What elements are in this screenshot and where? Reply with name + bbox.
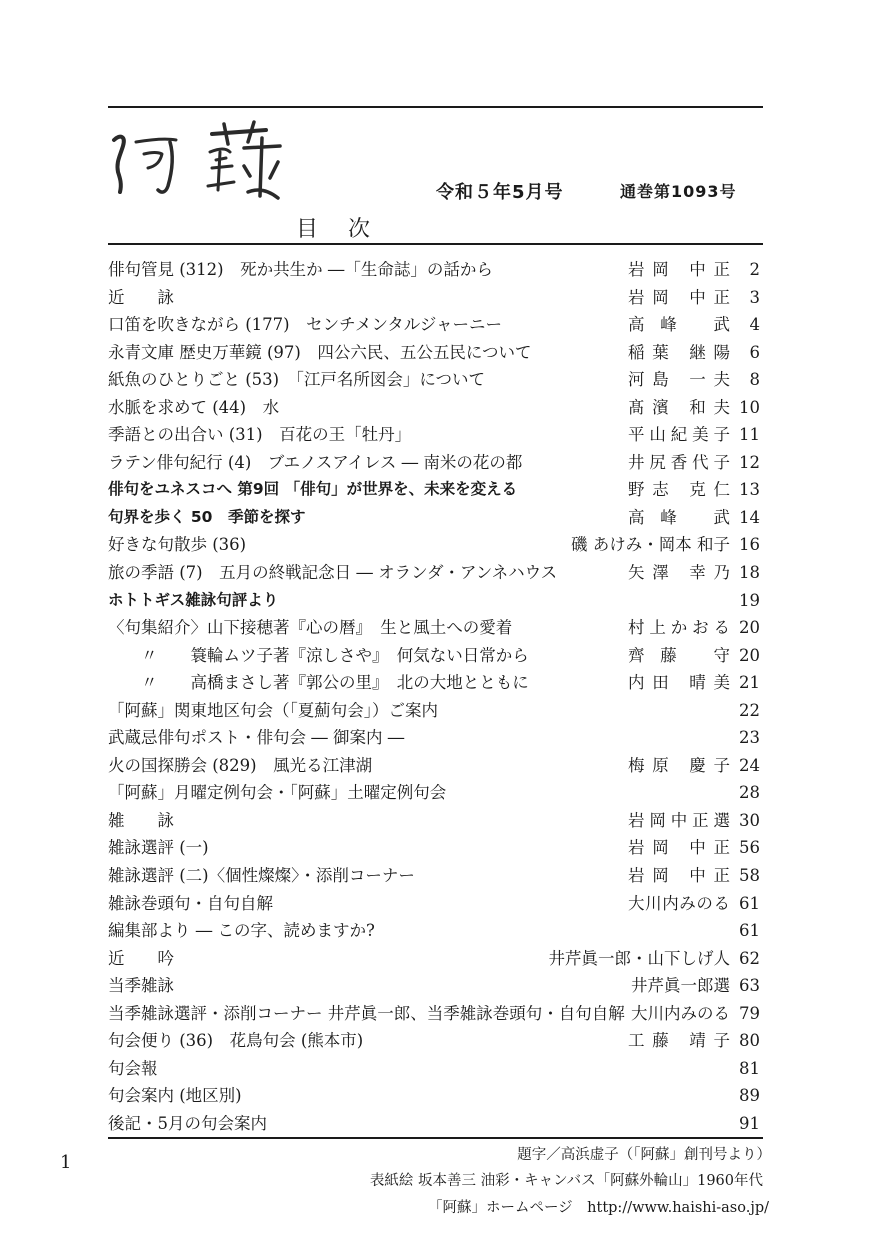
toc-entry-title: 俳句管見 (312) 死か共生か ―「生命誌」の話から	[108, 260, 493, 279]
toc-entry-author: 村上かおる	[628, 618, 730, 638]
volume-number: 通巻第1093号	[620, 182, 737, 201]
aso-calligraphy-logo	[108, 112, 298, 208]
issue-date: 令和５年5月号	[436, 182, 564, 203]
toc-entry-page: 62	[739, 948, 760, 968]
toc-entry-title: 句会便り (36) 花鳥句会 (熊本市)	[108, 1031, 364, 1051]
toc-entry	[108, 256, 760, 284]
toc-entry	[108, 531, 760, 559]
toc-entry-author: 岩岡 中正	[628, 866, 730, 886]
toc-entry-title: 武蔵忌俳句ポスト・俳句会 ― 御案内 ―	[108, 728, 405, 748]
toc-entry	[108, 449, 760, 477]
toc-entry	[108, 559, 760, 587]
toc-entry	[108, 1000, 760, 1028]
toc-entry-page: 16	[739, 535, 760, 555]
toc-entry-author: 髙濱 和夫	[628, 397, 730, 417]
toc-entry-author: 工藤 靖子	[628, 1031, 730, 1051]
toc-entry-page: 10	[739, 397, 760, 417]
toc-entry-page: 28	[739, 783, 760, 803]
toc-bottom-rule	[108, 1137, 763, 1139]
toc-entry-page: 2	[749, 260, 760, 279]
toc-entry-page: 81	[739, 1058, 760, 1078]
toc-entry-author: 井芹眞一郎・山下しげ人	[548, 948, 730, 968]
toc-entry	[108, 1027, 760, 1055]
top-rule	[108, 106, 763, 108]
page-number: 1	[60, 1152, 72, 1173]
toc-heading: 目次	[296, 217, 401, 242]
toc-entry-page: 63	[739, 976, 760, 996]
toc-entry-title: 当季雑詠	[108, 976, 174, 996]
toc-entry-title: 「阿蘇」月曜定例句会・「阿蘇」土曜定例句会	[108, 783, 447, 803]
toc-entry-page: 13	[739, 480, 760, 500]
toc-entry-page: 61	[739, 893, 760, 913]
toc-entry-title: 雑詠選評 (二)〈個性燦燦〉・添削コーナー	[108, 866, 415, 886]
calligraphy-credit: 題字／高浜虚子（「阿蘇」創刊号より）	[517, 1147, 771, 1163]
toc-entry-page: 58	[739, 866, 760, 886]
toc-entry-author: 岩岡 中正	[628, 260, 730, 279]
toc-entry-page: 12	[739, 452, 760, 472]
toc-entry	[108, 697, 760, 725]
toc-entry-title: 永青文庫 歴史万華鏡 (97) 四公六民、五公五民について	[108, 342, 532, 362]
toc-entry-title: 〃 簑輪ムツ子著『涼しさや』 何気ない日常から	[108, 645, 529, 665]
toc-entry	[108, 669, 760, 697]
toc-entry	[108, 1082, 760, 1110]
toc-entry-page: 8	[749, 370, 760, 390]
toc-entry-author: 河島 一夫	[628, 370, 730, 390]
toc-entry-page: 24	[739, 755, 760, 775]
toc-entry-title: 季語との出合い (31) 百花の王「牡丹」	[108, 425, 412, 445]
toc-entry-title: 水脈を求めて (44) 水	[108, 397, 280, 417]
toc-entry-title: 好きな句散歩 (36)	[108, 535, 247, 555]
toc-entry-page: 18	[739, 563, 760, 583]
toc-entry-title: 〃 高橋まさし著『郭公の里』 北の大地とともに	[108, 673, 529, 693]
toc-entry-author: 井尻香代子	[628, 452, 730, 472]
toc-entry-page: 20	[739, 645, 760, 665]
toc-entry-author: 内田 晴美	[628, 673, 730, 693]
toc-entry-page: 3	[749, 287, 760, 307]
toc-entry-title: 火の国探勝会 (829) 風光る江津湖	[108, 755, 373, 775]
toc-entry-title: 俳句をユネスコへ 第9回 「俳句」が世界を、未来を変える	[108, 480, 518, 499]
toc-entry	[108, 834, 760, 862]
toc-entry-page: 14	[739, 507, 760, 527]
toc-entry-page: 30	[739, 810, 760, 830]
toc-entry-title: 近 詠	[108, 287, 174, 307]
toc-entry-author: 野志 克仁	[628, 480, 730, 500]
toc-entry-page: 91	[739, 1113, 760, 1133]
toc-entry	[108, 614, 760, 642]
toc-entry	[108, 504, 760, 532]
toc-entry	[108, 779, 760, 807]
toc-entry-title: 句会案内 (地区別)	[108, 1086, 242, 1106]
toc-entry-author: 岩岡 中正	[628, 838, 730, 858]
toc-entry-author: 井芹眞一郎選	[631, 976, 730, 996]
toc-entry-author: 高峰 武	[628, 315, 730, 335]
toc-entry-page: 21	[739, 673, 760, 693]
toc-entry-page: 11	[739, 425, 760, 445]
toc-entry-title: 後記・5月の句会案内	[108, 1113, 267, 1133]
toc-entry-page: 23	[739, 728, 760, 748]
toc-entry-title: 「阿蘇」関東地区句会（「夏薊句会」）ご案内	[108, 700, 438, 720]
toc-entry	[108, 1055, 760, 1083]
toc-entry-title: 当季雑詠選評・添削コーナー 井芹眞一郎、当季雑詠巻頭句・自句自解	[108, 1003, 625, 1023]
toc-entry	[108, 862, 760, 890]
toc-entry	[108, 752, 760, 780]
toc-entry-author: 平山紀美子	[628, 425, 730, 445]
toc-entry-title: ホトトギス雑詠句評より	[108, 590, 279, 609]
toc-entry-title: 雑 詠	[108, 810, 174, 830]
toc-entry-page: 20	[739, 618, 760, 638]
toc-entry-author: 岩岡 中正	[628, 287, 730, 307]
toc-entry-title: 編集部より ― この字、読めますか?	[108, 921, 375, 941]
toc-entry-page: 56	[739, 838, 760, 858]
toc-entry-page: 80	[739, 1031, 760, 1051]
table-of-contents	[108, 256, 760, 1138]
toc-entry	[108, 339, 760, 367]
toc-entry-author: 岩岡中正選	[628, 810, 730, 830]
toc-entry	[108, 1110, 760, 1138]
toc-entry	[108, 366, 760, 394]
toc-entry-title: 近 吟	[108, 948, 174, 968]
cover-credit: 表紙絵 坂本善三 油彩・キャンバス「阿蘇外輪山」1960年代	[369, 1173, 763, 1189]
toc-entry-page: 6	[749, 342, 760, 362]
toc-entry-page: 19	[739, 590, 760, 610]
homepage-link[interactable]: 「阿蘇」ホームページ http://www.haishi-aso.jp/	[427, 1200, 769, 1216]
toc-entry	[108, 421, 760, 449]
toc-entry	[108, 724, 760, 752]
toc-entry-title: 口笛を吹きながら (177) センチメンタルジャーニー	[108, 315, 503, 335]
toc-entry	[108, 311, 760, 339]
toc-entry-author: 齊藤 守	[628, 645, 730, 665]
toc-entry	[108, 807, 760, 835]
toc-entry-author: 矢澤 幸乃	[628, 563, 730, 583]
toc-entry-title: 句会報	[108, 1058, 158, 1078]
toc-entry-title: ラテン俳句紀行 (4) ブエノスアイレス ― 南米の花の都	[108, 452, 523, 472]
toc-entry-author: 高峰 武	[628, 507, 730, 527]
toc-entry-page: 79	[739, 1003, 760, 1023]
toc-entry-author: 大川内みのる	[628, 893, 730, 913]
toc-entry-page: 4	[749, 315, 760, 335]
toc-entry	[108, 476, 760, 504]
toc-entry-author: 大川内みのる	[631, 1003, 730, 1023]
toc-entry-title: 雑詠選評 (一)	[108, 838, 209, 858]
toc-entry	[108, 945, 760, 973]
toc-entry	[108, 394, 760, 422]
toc-entry-page: 61	[739, 921, 760, 941]
toc-entry-title: 紙魚のひとりごと (53) 「江戸名所図会」について	[108, 370, 486, 390]
toc-entry-page: 89	[739, 1086, 760, 1106]
toc-entry	[108, 587, 760, 615]
toc-entry-title: 〈句集紹介〉山下接穂著『心の暦』 生と風土への愛着	[108, 618, 513, 638]
toc-entry-author: 稲葉 継陽	[628, 342, 730, 362]
toc-entry	[108, 972, 760, 1000]
toc-entry	[108, 890, 760, 918]
toc-top-rule	[108, 243, 763, 245]
toc-entry-author: 磯 あけみ・岡本 和子	[571, 535, 730, 555]
toc-entry	[108, 284, 760, 312]
toc-entry-title: 句界を歩く 50 季節を探す	[108, 507, 306, 526]
toc-entry-title: 雑詠巻頭句・自句自解	[108, 893, 273, 913]
toc-entry-title: 旅の季語 (7) 五月の終戦記念日 ― オランダ・アンネハウス	[108, 563, 558, 583]
toc-entry	[108, 917, 760, 945]
toc-entry	[108, 642, 760, 670]
toc-entry-page: 22	[739, 700, 760, 720]
toc-entry-author: 梅原 慶子	[628, 755, 730, 775]
